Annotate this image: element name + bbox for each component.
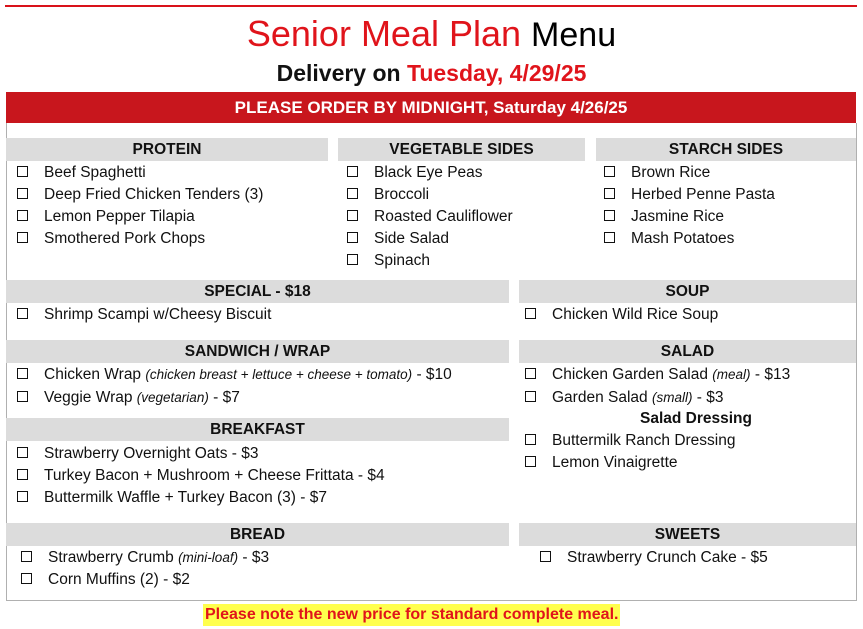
bread-item[interactable] <box>21 547 269 569</box>
item-label: Jasmine Rice <box>631 208 725 225</box>
item-label: Side Salad <box>374 230 449 247</box>
vegetable-item[interactable] <box>347 250 430 272</box>
checkbox[interactable] <box>17 447 28 458</box>
starch-item[interactable] <box>604 206 724 228</box>
checkbox[interactable] <box>604 166 615 177</box>
page-title <box>0 12 863 57</box>
item-label: Mash Potatoes <box>631 230 735 247</box>
checkbox[interactable] <box>347 254 358 265</box>
item-label: Beef Spaghetti <box>44 164 146 181</box>
checkbox[interactable] <box>17 188 28 199</box>
item-label: Deep Fried Chicken Tenders (3) <box>44 186 264 203</box>
item-label: Shrimp Scampi w/Cheesy Biscuit <box>44 306 272 323</box>
item-label: Chicken Garden Salad <box>552 366 708 383</box>
item-label: Corn Muffins (2) - $2 <box>48 571 190 588</box>
special-item[interactable] <box>17 304 271 326</box>
bread-item[interactable] <box>21 569 190 591</box>
order-deadline-banner: PLEASE ORDER BY MIDNIGHT, Saturday 4/26/25 <box>6 92 856 123</box>
salad-header: SALAD <box>519 340 856 363</box>
dressing-item[interactable] <box>525 430 735 452</box>
price-note: Please note the new price for standard complete meal. <box>203 604 620 626</box>
bread-header: BREAD <box>6 523 509 546</box>
checkbox[interactable] <box>21 573 32 584</box>
protein-item[interactable] <box>17 162 146 184</box>
item-note: (chicken breast + lettuce + cheese + tomato) <box>145 367 413 382</box>
item-label: Strawberry Crumb <box>48 549 174 566</box>
vegetable-item[interactable] <box>347 206 513 228</box>
delivery-date: Tuesday, 4/29/25 <box>406 60 587 86</box>
item-price: - $3 <box>696 389 724 406</box>
sweets-header: SWEETS <box>519 523 856 546</box>
item-label: Turkey Bacon + Mushroom + Cheese Frittata - $4 <box>44 467 385 484</box>
title-black: Menu <box>531 16 617 54</box>
checkbox[interactable] <box>17 469 28 480</box>
delivery-prefix: Delivery on <box>276 60 401 86</box>
item-label: Roasted Cauliflower <box>374 208 513 225</box>
breakfast-item[interactable] <box>17 465 385 487</box>
starch-item[interactable] <box>604 162 710 184</box>
checkbox[interactable] <box>540 551 551 562</box>
salad-item[interactable] <box>525 387 724 409</box>
checkbox[interactable] <box>17 391 28 402</box>
breakfast-header: BREAKFAST <box>6 418 509 441</box>
sweets-item[interactable] <box>540 547 768 569</box>
item-label: Spinach <box>374 252 431 269</box>
checkbox[interactable] <box>347 166 358 177</box>
vegetable-item[interactable] <box>347 184 429 206</box>
item-label: Buttermilk Waffle + Turkey Bacon (3) - $7 <box>44 489 327 506</box>
item-label: Smothered Pork Chops <box>44 230 206 247</box>
checkbox[interactable] <box>604 232 615 243</box>
soup-item[interactable] <box>525 304 718 326</box>
checkbox[interactable] <box>17 368 28 379</box>
title-red: Senior Meal Plan <box>246 13 522 54</box>
salad-item[interactable] <box>525 364 790 386</box>
checkbox[interactable] <box>525 456 536 467</box>
item-note: (vegetarian) <box>136 390 209 405</box>
protein-item[interactable] <box>17 184 263 206</box>
item-price: - $10 <box>416 366 452 383</box>
vegetable-item[interactable] <box>347 228 449 250</box>
checkbox[interactable] <box>347 232 358 243</box>
starch-item[interactable] <box>604 184 775 206</box>
item-note: (mini-loaf) <box>178 550 239 565</box>
protein-header: PROTEIN <box>6 138 328 161</box>
item-note: (small) <box>651 390 693 405</box>
item-label: Broccoli <box>374 186 430 203</box>
item-label: Buttermilk Ranch Dressing <box>552 432 736 449</box>
protein-item[interactable] <box>17 228 205 250</box>
special-header: SPECIAL - $18 <box>6 280 509 303</box>
breakfast-item[interactable] <box>17 443 259 465</box>
item-price: - $7 <box>213 389 240 406</box>
checkbox[interactable] <box>604 188 615 199</box>
item-price: - $13 <box>754 366 791 383</box>
top-rule <box>5 5 857 7</box>
checkbox[interactable] <box>604 210 615 221</box>
checkbox[interactable] <box>525 434 536 445</box>
item-label: Black Eye Peas <box>374 164 483 181</box>
item-label: Strawberry Crunch Cake - $5 <box>567 549 768 566</box>
item-price: - $3 <box>242 549 270 566</box>
delivery-line <box>0 58 863 88</box>
item-label: Chicken Wild Rice Soup <box>552 306 719 323</box>
checkbox[interactable] <box>347 188 358 199</box>
vegetable-sides-header: VEGETABLE SIDES <box>338 138 585 161</box>
item-note: (meal) <box>712 367 751 382</box>
salad-dressing-header: Salad Dressing <box>640 410 752 427</box>
sandwich-header: SANDWICH / WRAP <box>6 340 509 363</box>
checkbox[interactable] <box>17 491 28 502</box>
checkbox[interactable] <box>17 210 28 221</box>
item-label: Veggie Wrap <box>44 389 133 406</box>
sandwich-item[interactable] <box>17 387 240 409</box>
protein-item[interactable] <box>17 206 195 228</box>
checkbox[interactable] <box>525 308 536 319</box>
checkbox[interactable] <box>525 368 536 379</box>
item-label: Lemon Pepper Tilapia <box>44 208 195 225</box>
vegetable-item[interactable] <box>347 162 483 184</box>
starch-item[interactable] <box>604 228 734 250</box>
sandwich-item[interactable] <box>17 364 452 386</box>
checkbox[interactable] <box>17 308 28 319</box>
item-label: Herbed Penne Pasta <box>631 186 775 203</box>
checkbox[interactable] <box>347 210 358 221</box>
checkbox[interactable] <box>17 166 28 177</box>
breakfast-item[interactable] <box>17 487 327 509</box>
soup-header: SOUP <box>519 280 856 303</box>
starch-sides-header: STARCH SIDES <box>596 138 856 161</box>
item-label: Lemon Vinaigrette <box>552 454 678 471</box>
checkbox[interactable] <box>525 391 536 402</box>
item-label: Brown Rice <box>631 164 711 181</box>
checkbox[interactable] <box>21 551 32 562</box>
dressing-item[interactable] <box>525 452 678 474</box>
checkbox[interactable] <box>17 232 28 243</box>
item-label: Chicken Wrap <box>44 366 142 383</box>
item-label: Garden Salad <box>552 389 648 406</box>
item-label: Strawberry Overnight Oats - $3 <box>44 445 259 462</box>
